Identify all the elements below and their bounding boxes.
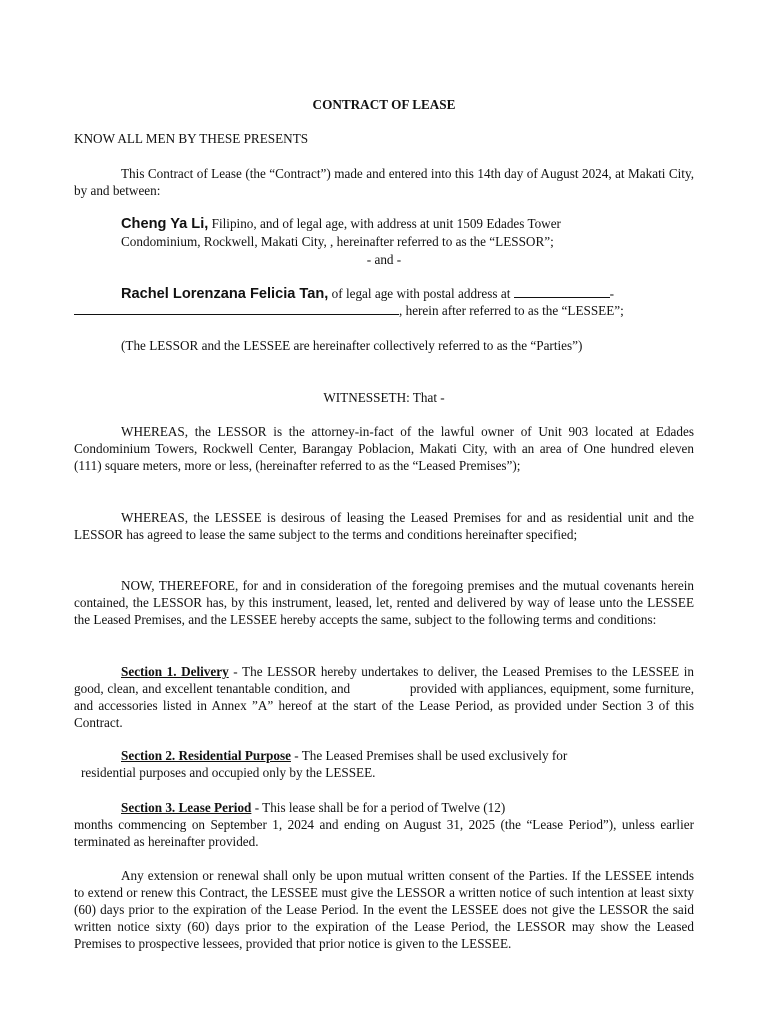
lessor-line-1 <box>121 215 694 233</box>
lessor-line-2: Condominium, Rockwell, Makati City, , hereinafter referred to as the “LESSOR”; <box>121 234 554 249</box>
lessee-line-1 <box>121 285 694 303</box>
witnesseth-heading: WITNESSETH: That - <box>323 390 445 405</box>
lessee-paragraph <box>121 285 694 303</box>
whereas-paragraph-2: WHEREAS, the LESSEE is desirous of leasing the Leased Premises for and as residential unit and the LESSOR has agreed to lease the same subject to the terms and conditions hereinafter specified; <box>74 510 694 542</box>
section-3-line-1 <box>121 799 694 816</box>
section-1-heading: Section 1. Delivery <box>121 664 229 679</box>
lessee-text-2: , herein after referred to as the “LESSEE”; <box>399 303 624 318</box>
and-separator: - and - <box>366 252 402 267</box>
lessee-line-2 <box>74 302 694 319</box>
lessor-name: Cheng Ya Li, <box>121 216 209 232</box>
section-2-heading: Section 2. Residential Purpose <box>121 748 291 763</box>
section-1-text: - The LESSOR hereby undertakes to deliver, the Leased Premises to the LESSEE in good, clean, and excellent tenantable condition, and provided with appliances, equipment, some furniture, and accessories listed in Annex ”A” hereof at the start of the Lease Period, as provided under Section 3 of this Contract. <box>74 664 694 730</box>
address-blank-1 <box>514 286 610 298</box>
lessee-name: Rachel Lorenzana Felicia Tan, <box>121 286 329 302</box>
now-therefore-paragraph: NOW, THEREFORE, for and in consideration of the foregoing premises and the mutual covenants herein contained, the LESSOR has, by this instrument, leased, let, rented and delivered by way of lease unto the LESSEE the Leased Premises, and the LESSEE hereby accepts the same, subject to the following terms and conditions: <box>74 578 694 627</box>
lessee-text-1: of legal age with postal address at <box>328 286 514 301</box>
section-3-line-2: months commencing on September 1, 2024 and ending on August 31, 2025 (the “Lease Period”), unless earlier terminated as hereinafter provided. <box>74 817 694 849</box>
section-2-line-1 <box>121 747 694 764</box>
section-2-line-2: residential purposes and occupied only by the LESSEE. <box>81 765 376 780</box>
section-3-heading: Section 3. Lease Period <box>121 800 252 815</box>
lessor-paragraph <box>121 215 694 250</box>
preamble: KNOW ALL MEN BY THESE PRESENTS <box>74 131 309 146</box>
parties-paragraph: (The LESSOR and the LESSEE are hereinafter collectively referred to as the “Parties”) <box>121 338 583 353</box>
whereas-paragraph-1: WHEREAS, the LESSOR is the attorney-in-fact of the lawful owner of Unit 903 located at Edades Condominium Towers, Rockwell Center, Barangay Poblacion, Makati City, with an area of One hundred eleven (111) square meters, more or less, (hereinafter referred to as the “Leased Premises”); <box>74 424 694 473</box>
section-2-text: - The Leased Premises shall be used exclusively for <box>290 748 568 763</box>
document-title: CONTRACT OF LEASE <box>312 97 456 112</box>
address-blank-2 <box>74 303 399 315</box>
lessor-text-1: Filipino, and of legal age, with address at unit 1509 Edades Tower <box>208 216 561 231</box>
extension-paragraph: Any extension or renewal shall only be upon mutual written consent of the Parties. If the LESSEE intends to extend or renew this Contract, the LESSEE must give the LESSOR a written notice of such intention at least sixty (60) days prior to the expiration of the Lease Period. In the event the LESSEE does not give the LESSOR the said written notice sixty (60) days prior to the expiration of the Lease Period, the LESSOR may show the Leased Premises to prospective lessees, provided that prior notice is given to the LESSEE. <box>74 868 694 951</box>
lessee-dash: - <box>609 286 615 301</box>
intro-paragraph: This Contract of Lease (the “Contract”) made and entered into this 14th day of August 2024, at Makati City, by and between: <box>74 166 694 198</box>
section-1-paragraph <box>74 663 694 731</box>
section-3-text: - This lease shall be for a period of Twelve (12) <box>251 800 506 815</box>
